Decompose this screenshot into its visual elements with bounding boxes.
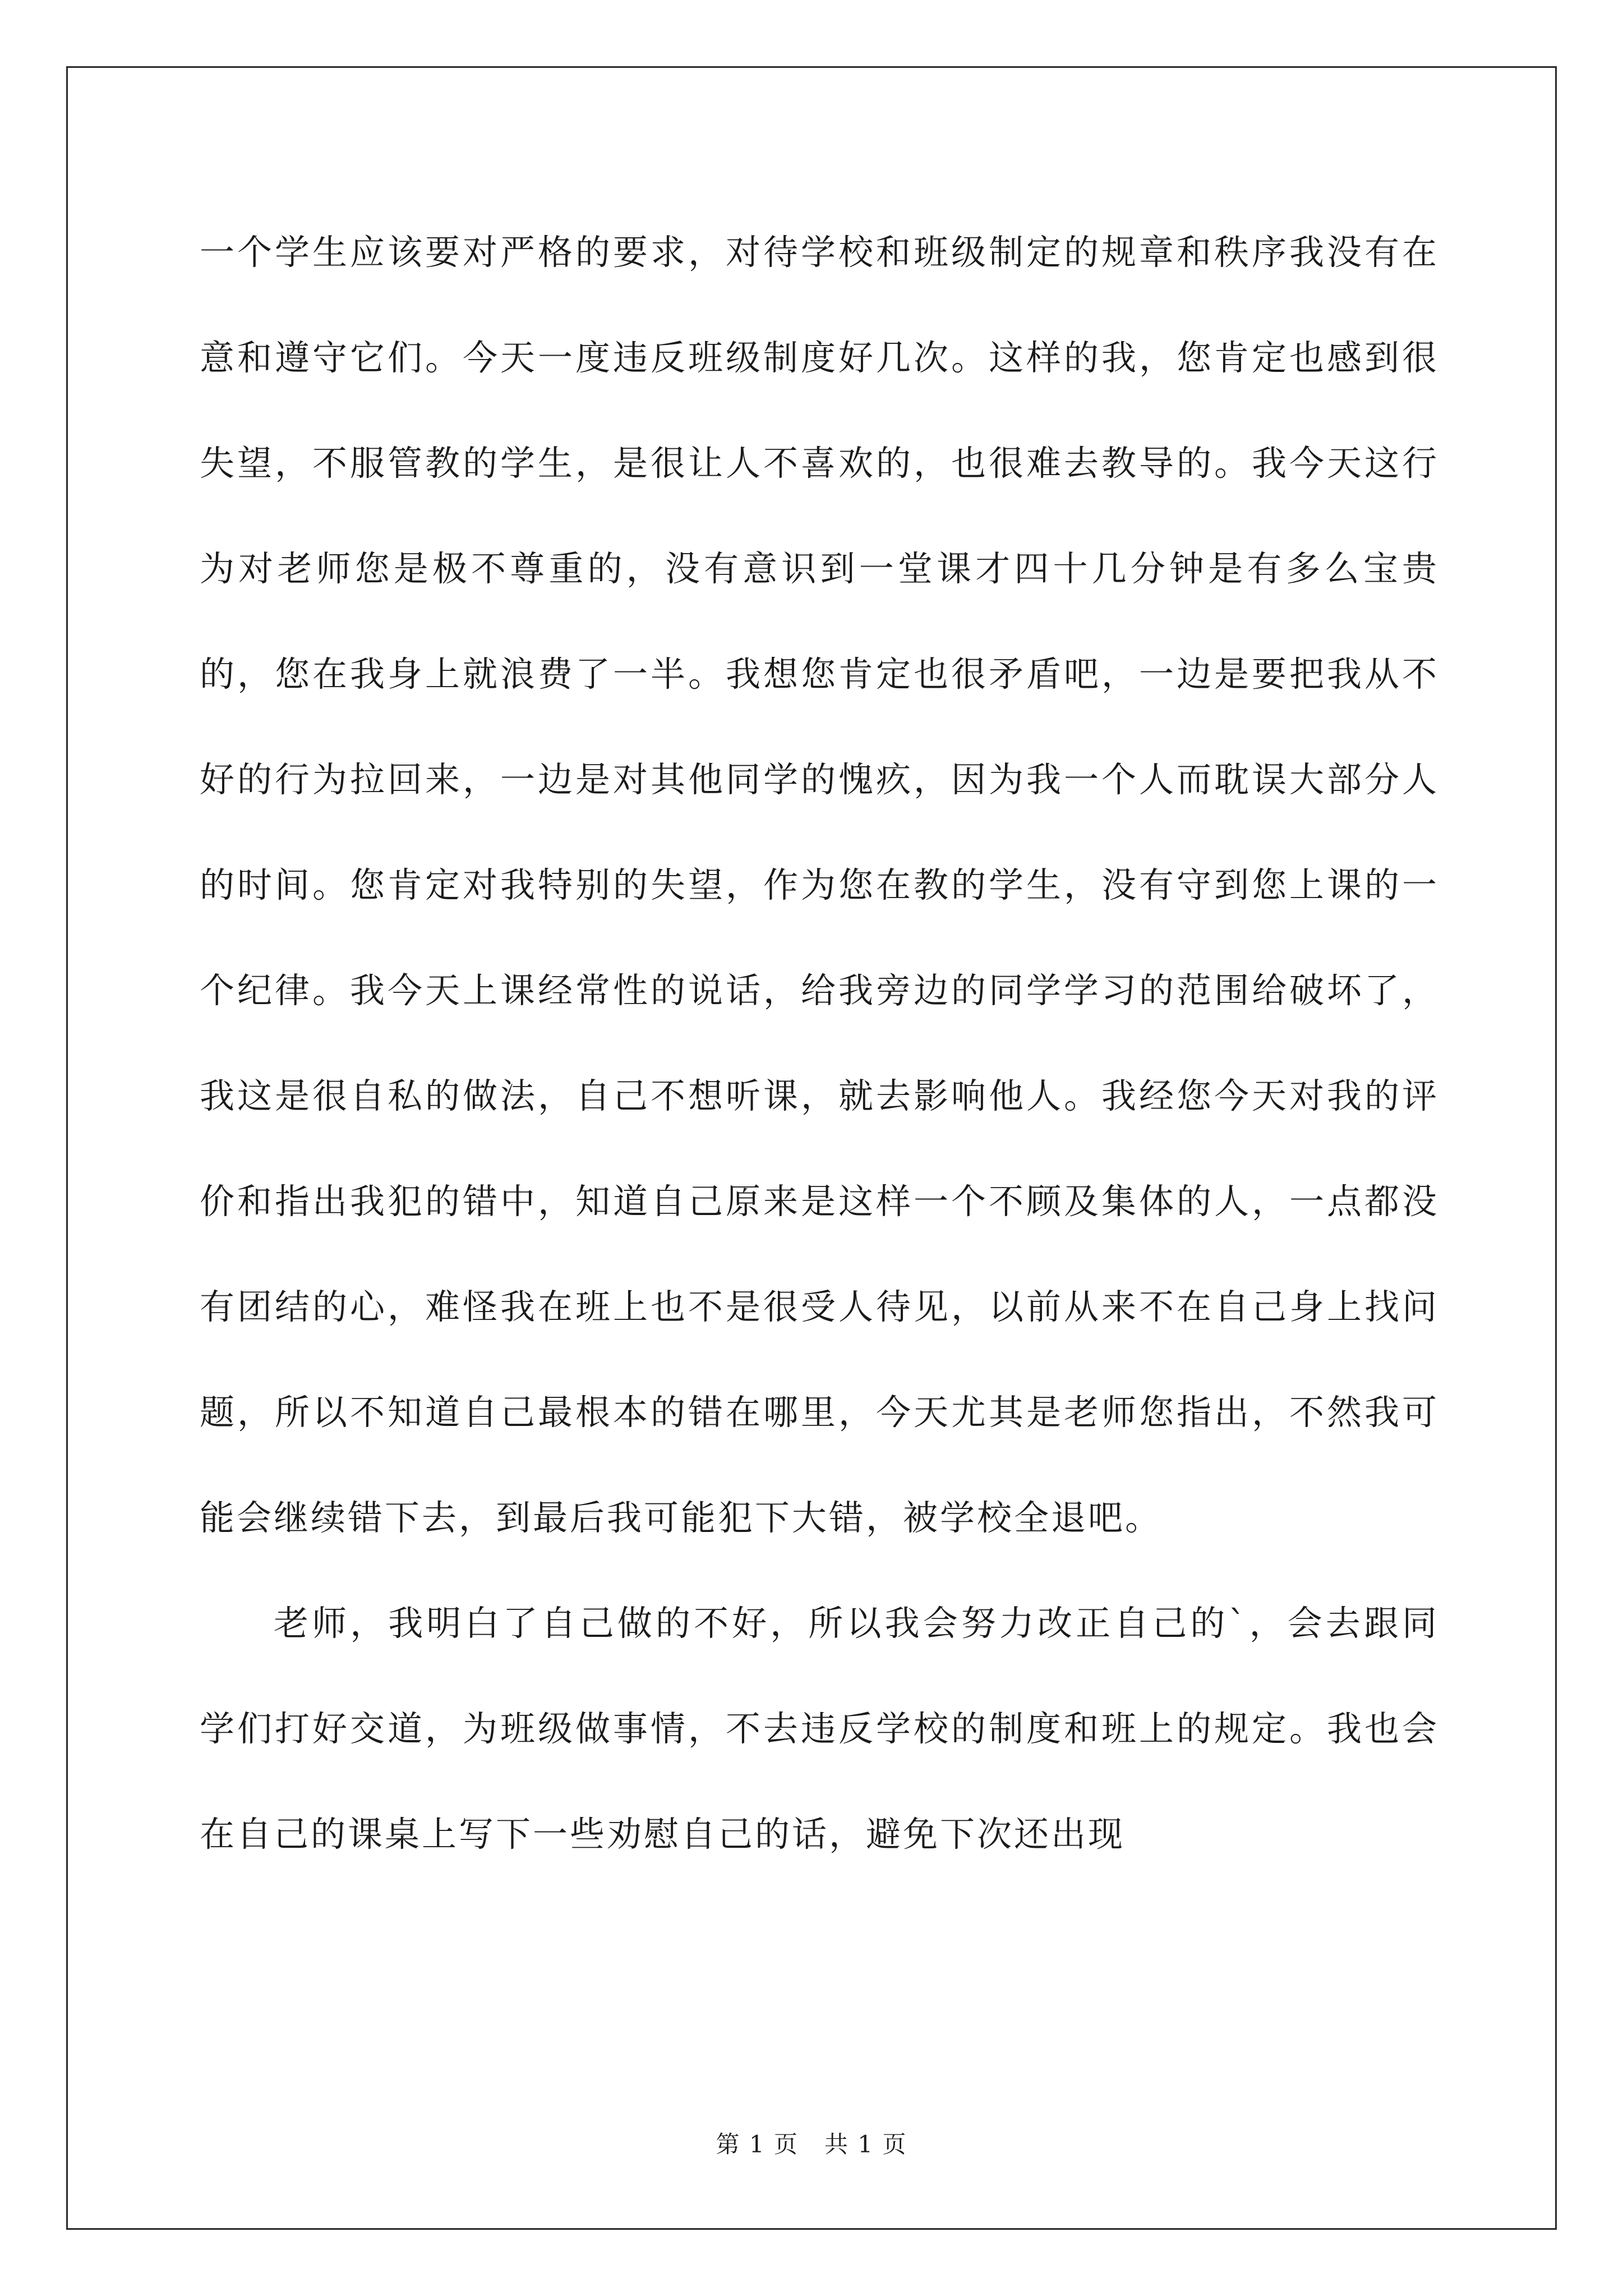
- document-body: [200, 200, 1439, 1887]
- page-number-footer: 第 1 页 共 1 页: [716, 2131, 907, 2158]
- paragraph-2: 老师，我明白了自己做的不好，所以我会努力改正自己的`，会去跟同学们打好交道，为班级做事情，不去违反学校的制度和班上的规定。我也会在自己的课桌上写下一些劝慰自己的话，避免下次还出现: [200, 1603, 1439, 1855]
- paragraph-1: 一个学生应该要对严格的要求，对待学校和班级制定的规章和秩序我没有在意和遵守它们。今天一度违反班级制度好几次。这样的我，您肯定也感到很失望，不服管教的学生，是很让人不喜欢的，也很难去教导的。我今天这行为对老师您是极不尊重的，没有意识到一堂课才四十几分钟是有多么宝贵的，您在我身上就浪费了一半。我想您肯定也很矛盾吧，一边是要把我从不好的行为拉回来，一边是对其他同学的愧疚，因为我一个人而耽误大部分人的时间。您肯定对我特别的失望，作为您在教的学生，没有守到您上课的一个纪律。我今天上课经常性的说话，给我旁边的同学学习的范围给破坏了，我这是很自私的做法，自己不想听课，就去影响他人。我经您今天对我的评价和指出我犯的错中，知道自己原来是这样一个不顾及集体的人，一点都没有团结的心，难怪我在班上也不是很受人待见，以前从来不在自己身上找问题，所以不知道自己最根本的错在哪里，今天尤其是老师您指出，不然我可能会继续错下去，到最后我可能犯下大错，被学校全退吧。: [200, 232, 1439, 1538]
